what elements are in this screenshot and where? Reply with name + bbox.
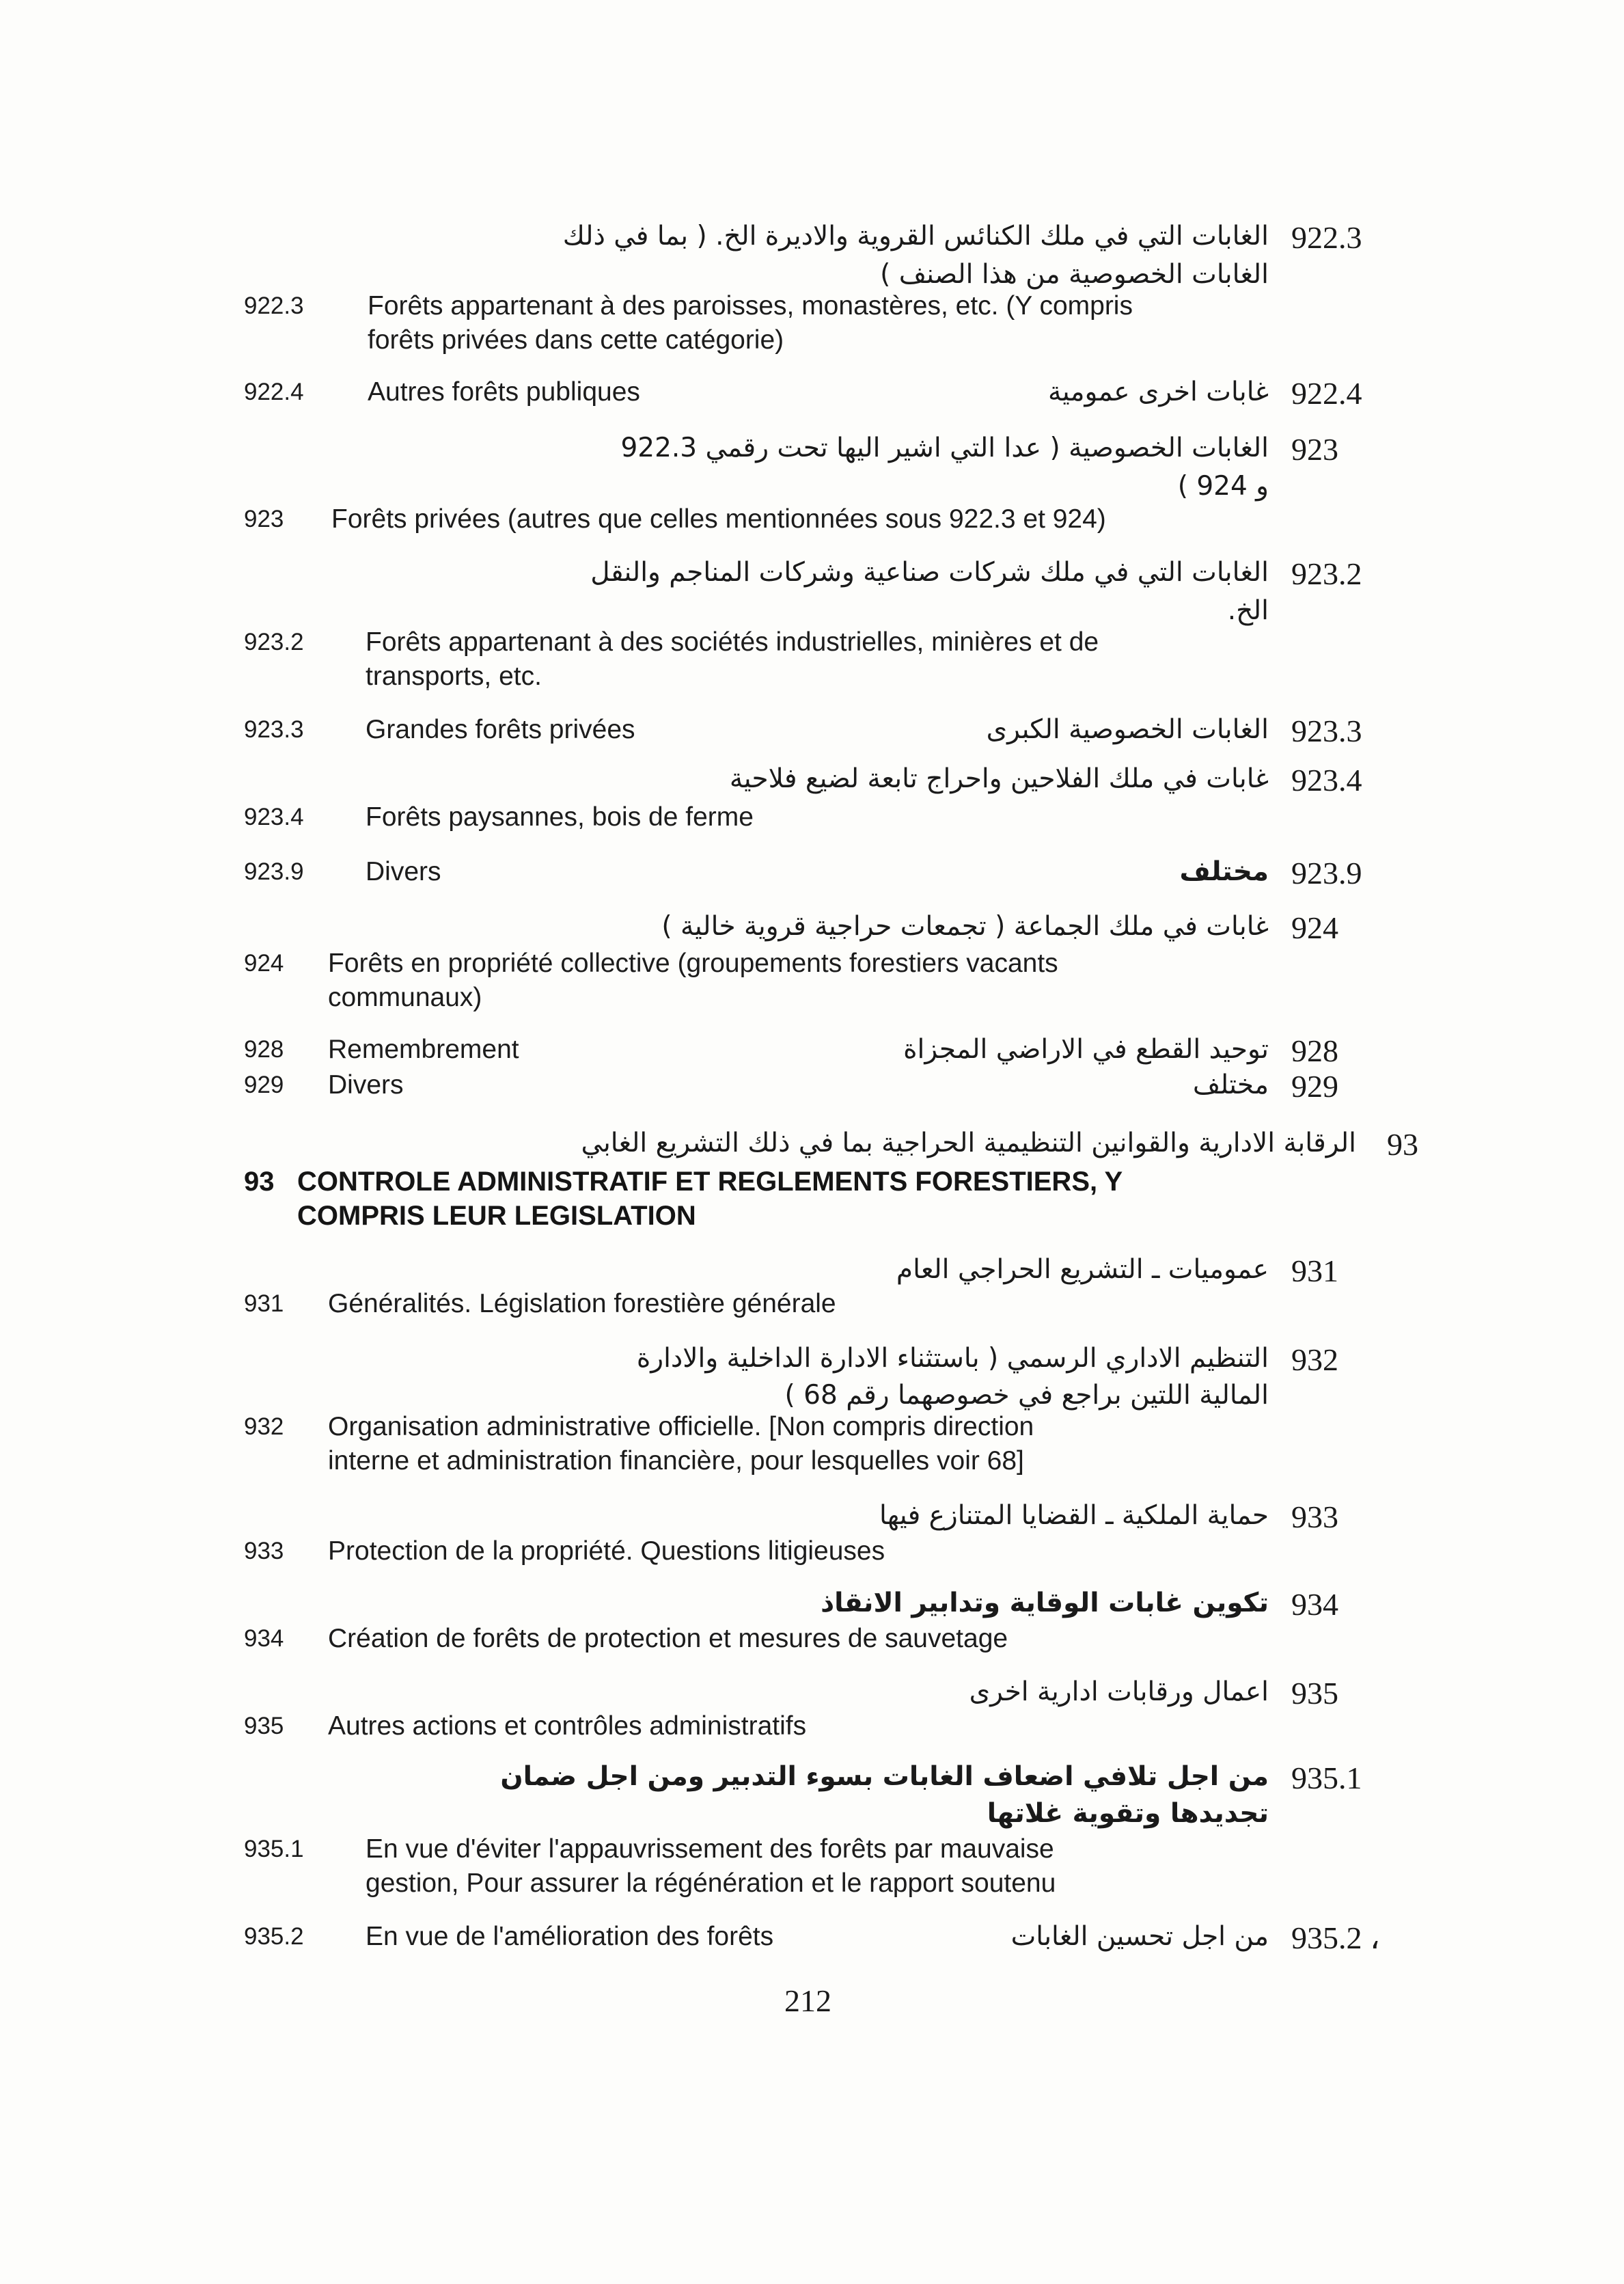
ar-text-935-1-line2: تجديدها وتقوية غلاتها <box>987 1798 1269 1829</box>
fr-text-928: Remembrement <box>328 1035 519 1064</box>
ar-code-923-4: 923.4 <box>1291 763 1362 798</box>
ar-code-923: 923 <box>1291 432 1338 467</box>
fr-text-924-line1: Forêts en propriété collective (groupements forestiers vacants <box>328 949 1058 978</box>
ar-text-922-4: غابات اخرى عمومية <box>1047 377 1269 407</box>
fr-code-928: 928 <box>244 1036 284 1063</box>
fr-text-924-line2: communaux) <box>328 983 482 1012</box>
fr-text-935-1-line1: En vue d'éviter l'appauvrissement des forêts par mauvaise <box>366 1834 1054 1864</box>
ar-text-935-2: من اجل تحسين الغابات <box>1010 1921 1269 1952</box>
fr-code-935-1: 935.1 <box>244 1836 304 1862</box>
fr-text-929: Divers <box>328 1070 404 1100</box>
ar-text-928: توحيد القطع في الاراضي المجزاة <box>903 1034 1269 1065</box>
ar-code-933: 933 <box>1291 1499 1338 1534</box>
ar-code-931: 931 <box>1291 1253 1338 1288</box>
fr-code-923-2: 923.2 <box>244 629 304 655</box>
fr-code-935-2: 935.2 <box>244 1923 304 1950</box>
fr-code-934: 934 <box>244 1625 284 1652</box>
ar-code-924: 924 <box>1291 910 1338 945</box>
page-number: 212 <box>784 1983 831 2018</box>
ar-text-922-3-line1: الغابات التي في ملك الكنائس القروية والاديرة الخ. ( بما في ذلك <box>562 221 1269 251</box>
ar-text-923-line1: الغابات الخصوصية ( عدا التي اشير اليها تحت رقمي 922.3 <box>620 433 1269 463</box>
ar-text-934: تكوين غابات الوقاية وتدابير الانقاذ <box>821 1588 1269 1618</box>
fr-text-922-3-line1: Forêts appartenant à des paroisses, monastères, etc. (Y compris <box>368 291 1133 321</box>
fr-text-923: Forêts privées (autres que celles mentionnées sous 922.3 et 924) <box>331 504 1106 534</box>
fr-code-923: 923 <box>244 506 284 532</box>
fr-text-923-2-line2: transports, etc. <box>366 662 542 691</box>
ar-code-935: 935 <box>1291 1676 1338 1711</box>
ar-text-923-2-line1: الغابات التي في ملك شركات صناعية وشركات المناجم والنقل <box>590 557 1269 588</box>
fr-code-923-4: 923.4 <box>244 804 304 830</box>
fr-text-933: Protection de la propriété. Questions litigieuses <box>328 1536 885 1566</box>
fr-code-935: 935 <box>244 1713 284 1739</box>
ar-text-93: الرقابة الادارية والقوانين التنظيمية الحراجية بما في ذلك التشريع الغابي <box>581 1128 1356 1158</box>
ar-text-923-line2: و 924 ) <box>1177 471 1269 502</box>
fr-heading-93-line1: CONTROLE ADMINISTRATIF ET REGLEMENTS FORESTIERS, Y <box>297 1167 1123 1197</box>
fr-text-922-3-line2: forêts privées dans cette catégorie) <box>368 325 784 355</box>
fr-code-924: 924 <box>244 950 284 977</box>
fr-text-923-2-line1: Forêts appartenant à des sociétés industrielles, minières et de <box>366 627 1099 657</box>
ar-text-933: حماية الملكية ـ القضايا المتنازع فيها <box>879 1500 1269 1531</box>
fr-code-932: 932 <box>244 1413 284 1440</box>
ar-code-932: 932 <box>1291 1342 1338 1377</box>
fr-text-932-line1: Organisation administrative officielle. [Non compris direction <box>328 1412 1034 1441</box>
ar-code-934: 934 <box>1291 1587 1338 1622</box>
ar-text-923-2-line2: الخ. <box>1227 595 1269 626</box>
ar-text-935-1-line1: من اجل تلافي اضعاف الغابات بسوء التدبير ومن اجل ضمان <box>500 1761 1269 1792</box>
ar-text-923-4: غابات في ملك الفلاحين واحراج تابعة لضيع فلاحية <box>729 763 1269 794</box>
ar-text-935: اعمال ورقابات ادارية اخرى <box>969 1676 1269 1707</box>
fr-code-93: 93 <box>244 1167 275 1197</box>
ar-text-932-line1: التنظيم الاداري الرسمي ( باستثناء الادارة الداخلية والادارة <box>636 1343 1269 1374</box>
ar-text-924: غابات في ملك الجماعة ( تجمعات حراجية قروية خالية ) <box>661 911 1269 942</box>
ar-code-935-1: 935.1 <box>1291 1760 1362 1795</box>
fr-text-922-4: Autres forêts publiques <box>368 377 640 407</box>
ar-text-929: مختلف <box>1192 1070 1269 1100</box>
ar-text-932-line2: المالية اللتين براجع في خصوصهما رقم 68 ) <box>784 1380 1269 1411</box>
ar-text-922-3-line2: الغابات الخصوصية من هذا الصنف ) <box>880 259 1269 290</box>
ar-text-931: عموميات ـ التشريع الحراجي العام <box>896 1254 1269 1285</box>
ar-code-935-2: 935.2 ، <box>1291 1920 1380 1955</box>
ar-code-923-2: 923.2 <box>1291 556 1362 591</box>
fr-code-931: 931 <box>244 1290 284 1317</box>
fr-code-933: 933 <box>244 1538 284 1564</box>
ar-code-928: 928 <box>1291 1033 1338 1068</box>
fr-heading-93-line2: COMPRIS LEUR LEGISLATION <box>297 1201 696 1231</box>
ar-code-922-4: 922.4 <box>1291 376 1362 411</box>
ar-text-923-9: مختلف <box>1179 856 1269 887</box>
fr-text-935: Autres actions et contrôles administratifs <box>328 1711 807 1741</box>
fr-code-923-3: 923.3 <box>244 716 304 743</box>
fr-code-922-4: 922.4 <box>244 379 304 405</box>
ar-code-923-9: 923.9 <box>1291 856 1362 891</box>
fr-code-923-9: 923.9 <box>244 858 304 885</box>
fr-text-932-line2: interne et administration financière, pour lesquelles voir 68] <box>328 1446 1024 1476</box>
fr-code-922-3: 922.3 <box>244 293 304 319</box>
fr-text-923-9: Divers <box>366 857 441 886</box>
ar-text-923-3: الغابات الخصوصية الكبرى <box>986 714 1269 745</box>
fr-text-923-3: Grandes forêts privées <box>366 715 635 744</box>
fr-text-935-2: En vue de l'amélioration des forêts <box>366 1922 774 1951</box>
fr-text-934: Création de forêts de protection et mesures de sauvetage <box>328 1624 1008 1653</box>
ar-code-929: 929 <box>1291 1069 1338 1104</box>
fr-text-935-1-line2: gestion, Pour assurer la régénération et le rapport soutenu <box>366 1868 1056 1898</box>
ar-code-922-3: 922.3 <box>1291 220 1362 255</box>
fr-text-923-4: Forêts paysannes, bois de ferme <box>366 802 754 832</box>
ar-code-93: 93 <box>1387 1127 1418 1162</box>
ar-code-923-3: 923.3 <box>1291 713 1362 748</box>
fr-code-929: 929 <box>244 1072 284 1098</box>
fr-text-931: Généralités. Législation forestière générale <box>328 1289 836 1318</box>
